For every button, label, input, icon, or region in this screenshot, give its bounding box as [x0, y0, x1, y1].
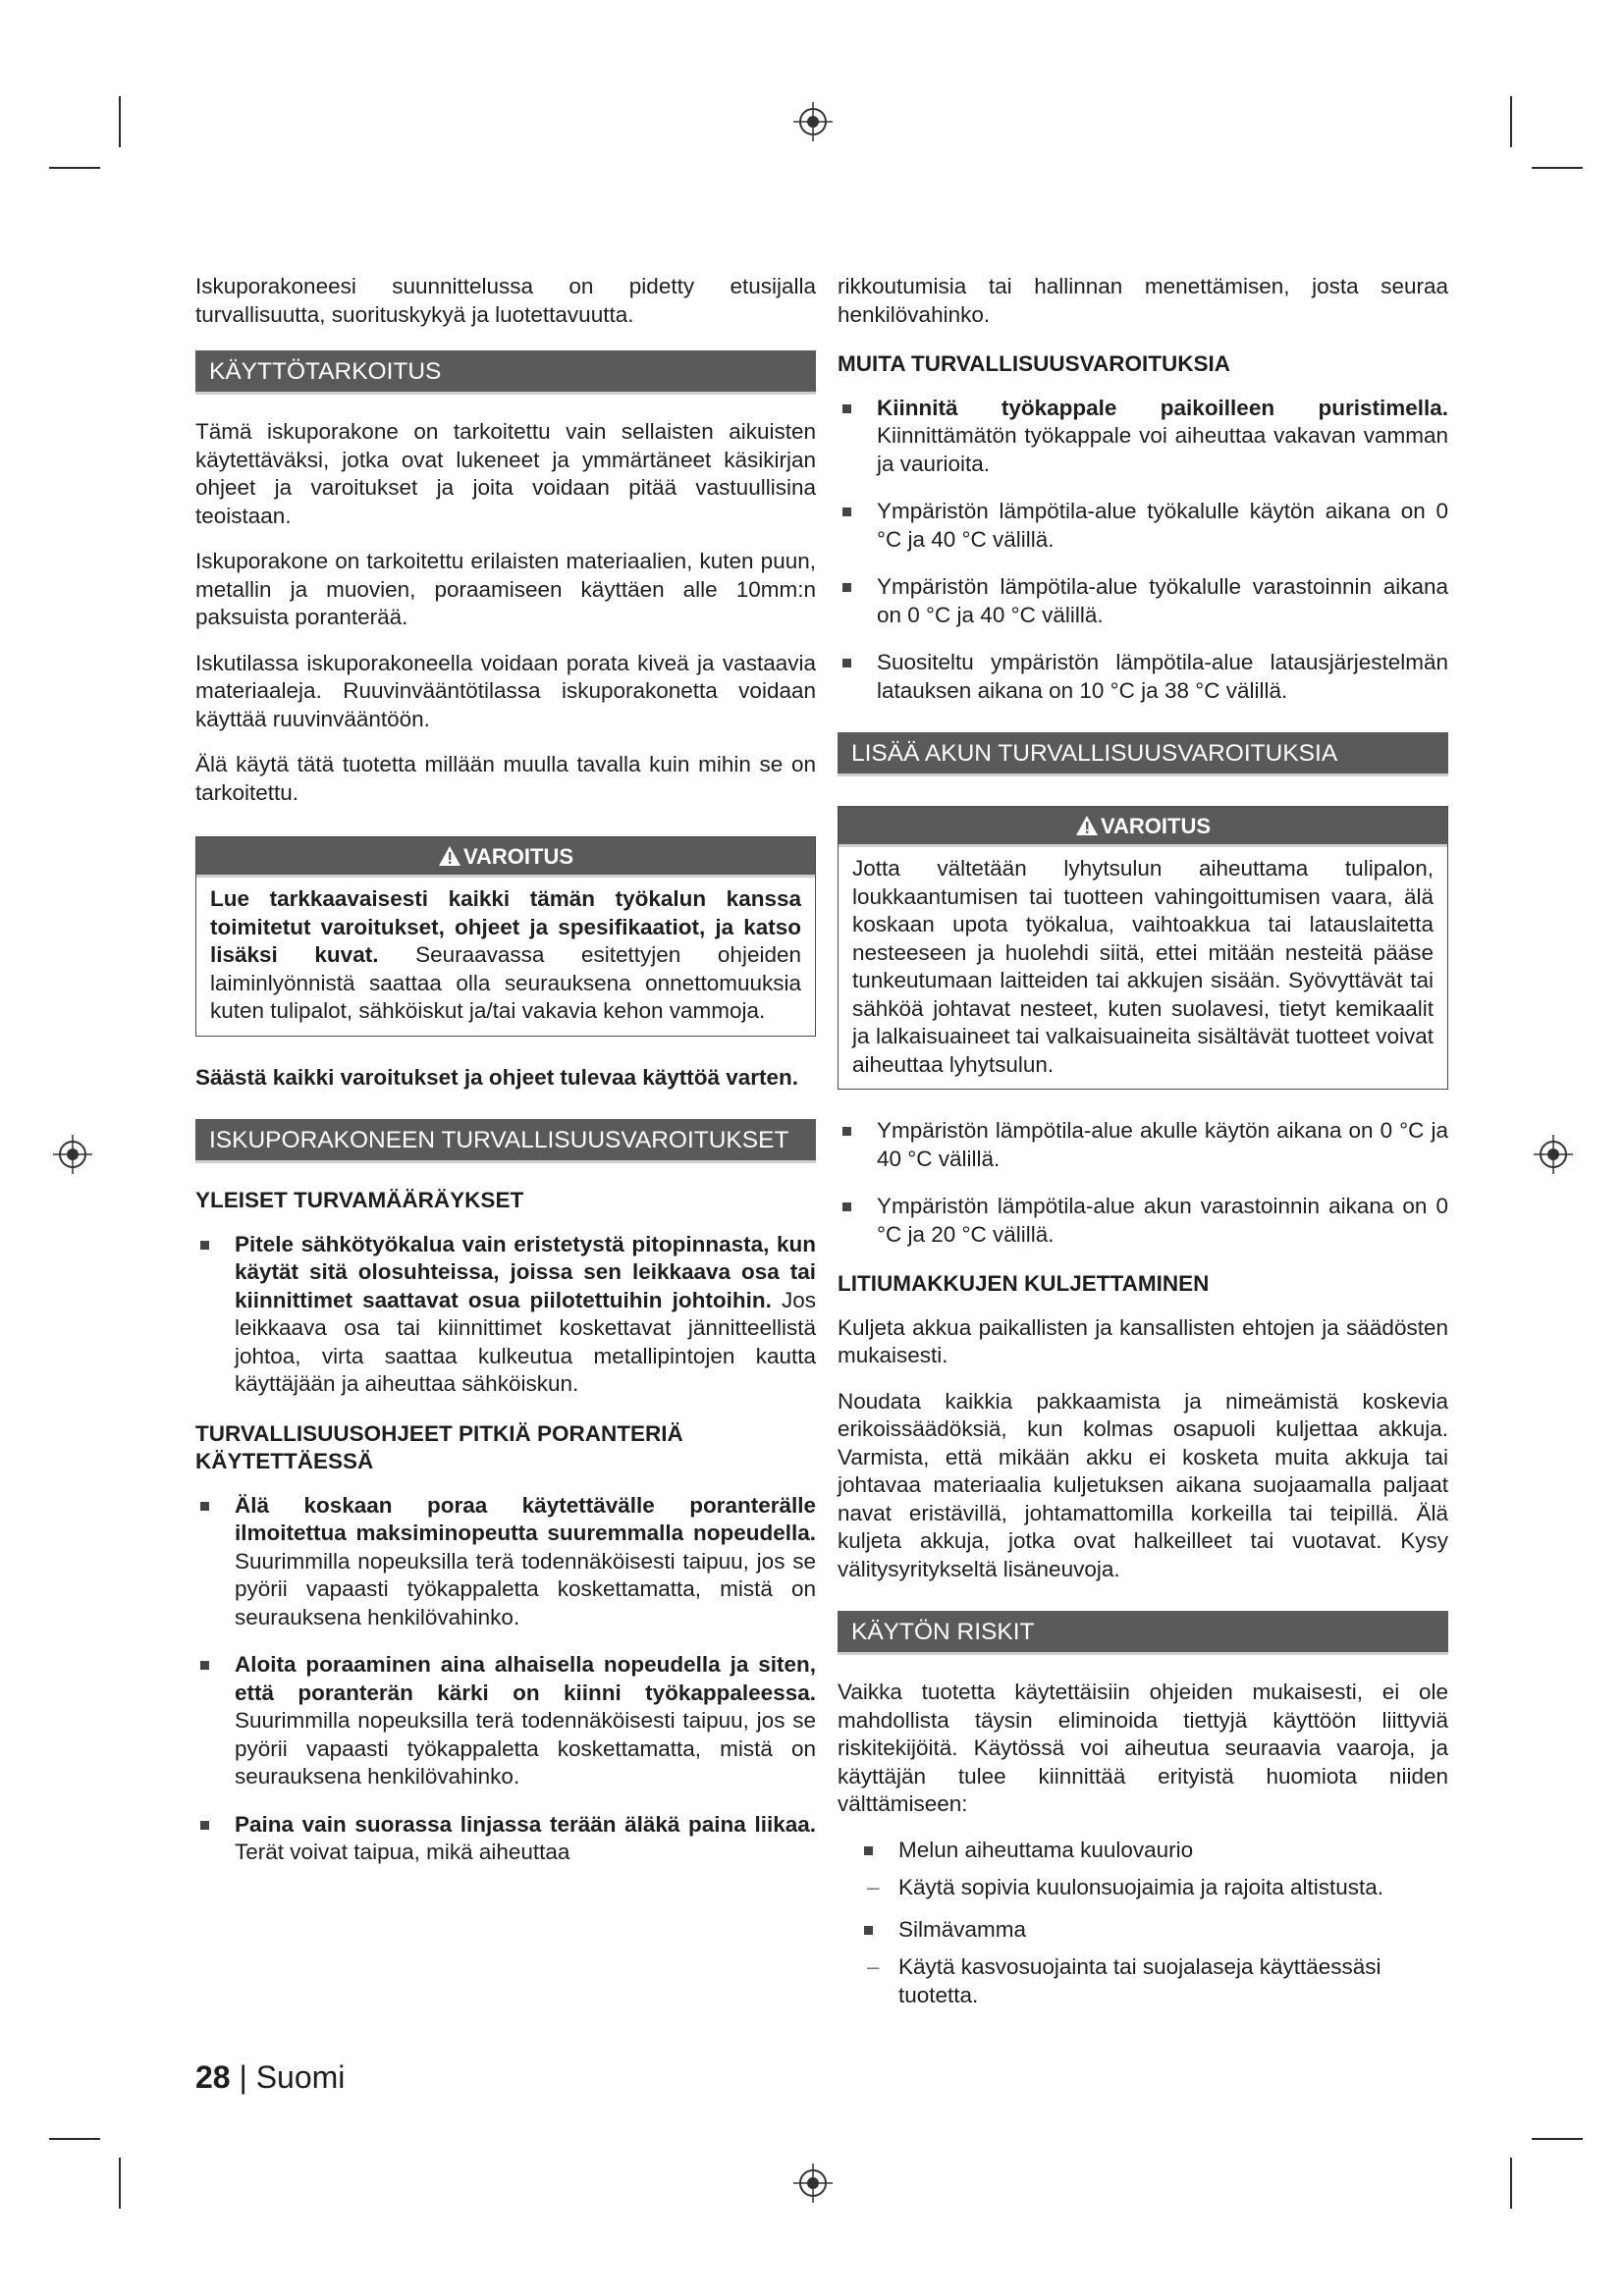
warning-title: VAROITUS: [1100, 814, 1212, 838]
section-heading-use: KÄYTTÖTARKOITUS: [195, 350, 816, 395]
warning-bold-text: Lue tarkkaavaisesti kaikki tämän työkalun kanssa toimitetut varoitukset, ohjeet ja spesifikaatiot, ja katso lisäksi kuvat.: [210, 886, 801, 967]
list-item: Suositeltu ympäristön lämpötila-alue latausjärjestelmän latauksen aikana on 10 °C ja 38 °C välillä.: [838, 649, 1448, 705]
other-warnings-list: [838, 395, 1448, 706]
battery-list: [838, 1117, 1448, 1249]
right-column: [838, 273, 1448, 2023]
page-number: 28: [195, 2059, 231, 2095]
risk-item-list: [859, 1916, 1448, 1945]
registration-mark-icon: [53, 1135, 92, 1174]
risk-item-list: [859, 1837, 1448, 1865]
save-instructions: Säästä kaikki varoitukset ja ohjeet tulevaa käyttöä varten.: [195, 1064, 799, 1090]
risks-list: [859, 1837, 1448, 2010]
list-item-text: Suurimmilla nopeuksilla terä todennäköisesti taipuu, jos se pyörii vapaasti työkappaletta koskettamatta, mistä on seurauksena henkilövahinko.: [235, 1708, 816, 1789]
list-item: [838, 395, 1448, 479]
crop-mark: [49, 2138, 100, 2140]
list-item-text: Terät voivat taipua, mikä aiheuttaa: [235, 1840, 570, 1864]
use-paragraph: Älä käytä tätä tuotetta millään muulla tavalla kuin mihin se on tarkoitettu.: [195, 752, 816, 805]
use-paragraph: Iskuporakone on tarkoitettu erilaisten materiaalien, kuten puun, metallin ja muovien, poraamiseen käyttäen alle 10mm:n paksuista poranterää.: [195, 549, 816, 629]
list-item-text: Jos leikkaava osa tai kiinnittimet koskettavat jännitteellistä johtoa, virta saattaa kulkeutua metallipintojen kautta käyttäjään ja aiheuttaa sähköiskun.: [235, 1287, 816, 1396]
warning-body: Jotta vältetään lyhytsulun aiheuttama tulipalon, loukkaantumisen tai tuotteen vahingoittumisen vaara, älä koskaan upota työkalua, vaihtoakkua tai latauslaitetta nesteeseen ja huolehdi siitä, ettei mitään nesteitä pääse tunkeutumaan laitteiden tai akkujen sisään. Syövyttävät tai sähköä johtavat nesteet, kuten suolavesi, tietyt kemikaalit ja lalkaisuaineet tai valkaisuaineita sisältävät tuotteet voivat aiheuttaa lyhytsulun.: [852, 856, 1434, 1077]
section-heading-safety: ISKUPORAKONEEN TURVALLISUUSVAROITUKSET: [195, 1119, 816, 1163]
list-item: Ympäristön lämpötila-alue työkalulle varastoinnin aikana on 0 °C ja 40 °C välillä.: [838, 573, 1448, 629]
list-item-bold: Kiinnitä työkappale paikoilleen puristimella.: [877, 395, 1448, 420]
section-heading-risks: KÄYTÖN RISKIT: [838, 1611, 1448, 1655]
list-item-bold: Älä koskaan poraa käytettävälle poranterälle ilmoitettua maksiminopeutta suuremmalla nopeudella.: [235, 1492, 816, 1545]
footer-language: Suomi: [255, 2059, 346, 2095]
risk-subitem: – Käytä sopivia kuulonsuojaimia ja rajoita altistusta.: [859, 1874, 1448, 1902]
list-item-bold: Pitele sähkötyökalua vain eristetystä pitopinnasta, kun käytät sitä olosuhteissa, joissa sen leikkaava osa tai kiinnittimet saattavat osua piilotettuihin johtoihin.: [235, 1231, 816, 1312]
crop-mark: [1532, 2138, 1583, 2140]
subheading-general: YLEISET TURVAMÄÄRÄYKSET: [195, 1188, 524, 1212]
warning-body: [196, 878, 815, 1036]
list-item: Ympäristön lämpötila-alue työkalulle käytön aikana on 0 °C ja 40 °C välillä.: [838, 498, 1448, 554]
warning-header: [196, 837, 815, 878]
use-paragraph: Iskutilassa iskuporakoneella voidaan porata kiveä ja vastaavia materiaaleja. Ruuvinvääntötilassa iskuporakonetta voidaan käyttää ruuvinvääntöön.: [195, 650, 816, 731]
subheading-long-bits: TURVALLISUUSOHJEET PITKIÄ PORANTERIÄ KÄYTETTÄESSÄ: [195, 1420, 683, 1473]
subheading-other-warnings: MUITA TURVALLISUUSVAROITUKSIA: [838, 351, 1230, 376]
subheading-transport: LITIUMAKKUJEN KULJETTAMINEN: [838, 1271, 1210, 1296]
warning-triangle-icon: [1075, 815, 1099, 836]
crop-mark: [1510, 2158, 1512, 2209]
list-item-text: Suurimmilla nopeuksilla terä todennäköisesti taipuu, jos se pyörii vapaasti työkappaletta koskettamatta, mistä on seurauksena henkilövahinko.: [235, 1548, 816, 1629]
long-bits-list: [195, 1492, 816, 1867]
list-item: [195, 1811, 816, 1867]
list-item: Ympäristön lämpötila-alue akun varastoinnin aikana on 0 °C ja 20 °C välillä.: [838, 1193, 1448, 1249]
warning-triangle-icon: [438, 845, 461, 867]
crop-mark: [119, 2158, 121, 2209]
registration-mark-icon: [793, 102, 833, 141]
list-item: Ympäristön lämpötila-alue akulle käytön aikana on 0 °C ja 40 °C välillä.: [838, 1117, 1448, 1173]
footer-separator: |: [230, 2059, 256, 2095]
warning-box: [195, 836, 816, 1037]
risk-item: Melun aiheuttama kuulovaurio: [859, 1837, 1448, 1865]
list-item: [195, 1492, 816, 1632]
risk-subitem: – Käytä kasvosuojainta tai suojalaseja käyttäessäsi tuotetta.: [859, 1953, 1448, 2009]
risk-item: Silmävamma: [859, 1916, 1448, 1945]
page-footer: [195, 2059, 345, 2096]
crop-mark: [1532, 167, 1583, 169]
transport-paragraph: Kuljeta akkua paikallisten ja kansallisten ehtojen ja säädösten mukaisesti.: [838, 1314, 1448, 1367]
warning-text: Seuraavassa esitettyjen ohjeiden laiminlyönnistä saattaa olla seurauksena onnettomuuksia kuten tulipalot, sähköiskut ja/tai vakavia kehon vammoja.: [210, 942, 801, 1023]
section-heading-battery: LISÄÄ AKUN TURVALLISUUSVAROITUKSIA: [838, 732, 1448, 776]
use-paragraph: Tämä iskuporakone on tarkoitettu vain sellaisten aikuisten käytettäväksi, jotka ovat lukeneet ja ymmärtäneet käsikirjan ohjeet ja varoitukset ja joita voidaan pitää vastuullisina teoistaan.: [195, 419, 816, 528]
crop-mark: [1510, 96, 1512, 147]
battery-warning-box: [838, 806, 1448, 1090]
continued-paragraph: rikkoutumisia tai hallinnan menettämisen, josta seuraa henkilövahinko.: [838, 274, 1448, 327]
list-item-text: Kiinnittämätön työkappale voi aiheuttaa vakavan vamman ja vaurioita.: [877, 423, 1448, 476]
intro-paragraph: Iskuporakoneesi suunnittelussa on pidetty etusijalla turvallisuutta, suorituskykyä ja luotettavuutta.: [195, 274, 816, 327]
risks-paragraph: Vaikka tuotetta käytettäisiin ohjeiden mukaisesti, ei ole mahdollista täysin eliminoida tiettyjä käyttöön liittyviä riskitekijöitä. Käytössä voi aiheutua seuraavia vaaroja, ja käyttäjän tulee kiinnittää erityistä huomiota niiden välttämiseen:: [838, 1680, 1448, 1816]
crop-mark: [49, 167, 100, 169]
list-item: [195, 1651, 816, 1791]
warning-title: VAROITUS: [462, 844, 574, 869]
crop-mark: [119, 96, 121, 147]
registration-mark-icon: [1534, 1135, 1573, 1174]
registration-mark-icon: [793, 2163, 833, 2203]
risk-subitem-list: [859, 1953, 1448, 2009]
list-item-bold: Paina vain suorassa linjassa terään äläkä paina liikaa.: [235, 1811, 816, 1837]
list-item: [195, 1231, 816, 1399]
general-rules-list: [195, 1231, 816, 1399]
transport-paragraph: Noudata kaikkia pakkaamista ja nimeämistä koskevia erikoissäädöksiä, kun kolmas osapuoli kuljettaa akkuja. Varmista, että mikään akku ei kosketa muita akkuja tai johtavaa materiaalia kuljetuksen aikana suojaamalla paljaat navat eristävillä, johtamattomilla korkeilla tai teipillä. Älä kuljeta akkuja, jotka ovat halkeilleet tai vuotavat. Kysy välitysyritykseltä lisäneuvoja.: [838, 1388, 1448, 1581]
list-item-bold: Aloita poraaminen aina alhaisella nopeudella ja siten, että poranterän kärki on kiinni työkappaleessa.: [235, 1652, 816, 1705]
left-column: [195, 273, 816, 1887]
risk-subitem-list: [859, 1874, 1448, 1902]
warning-header: [839, 807, 1447, 847]
